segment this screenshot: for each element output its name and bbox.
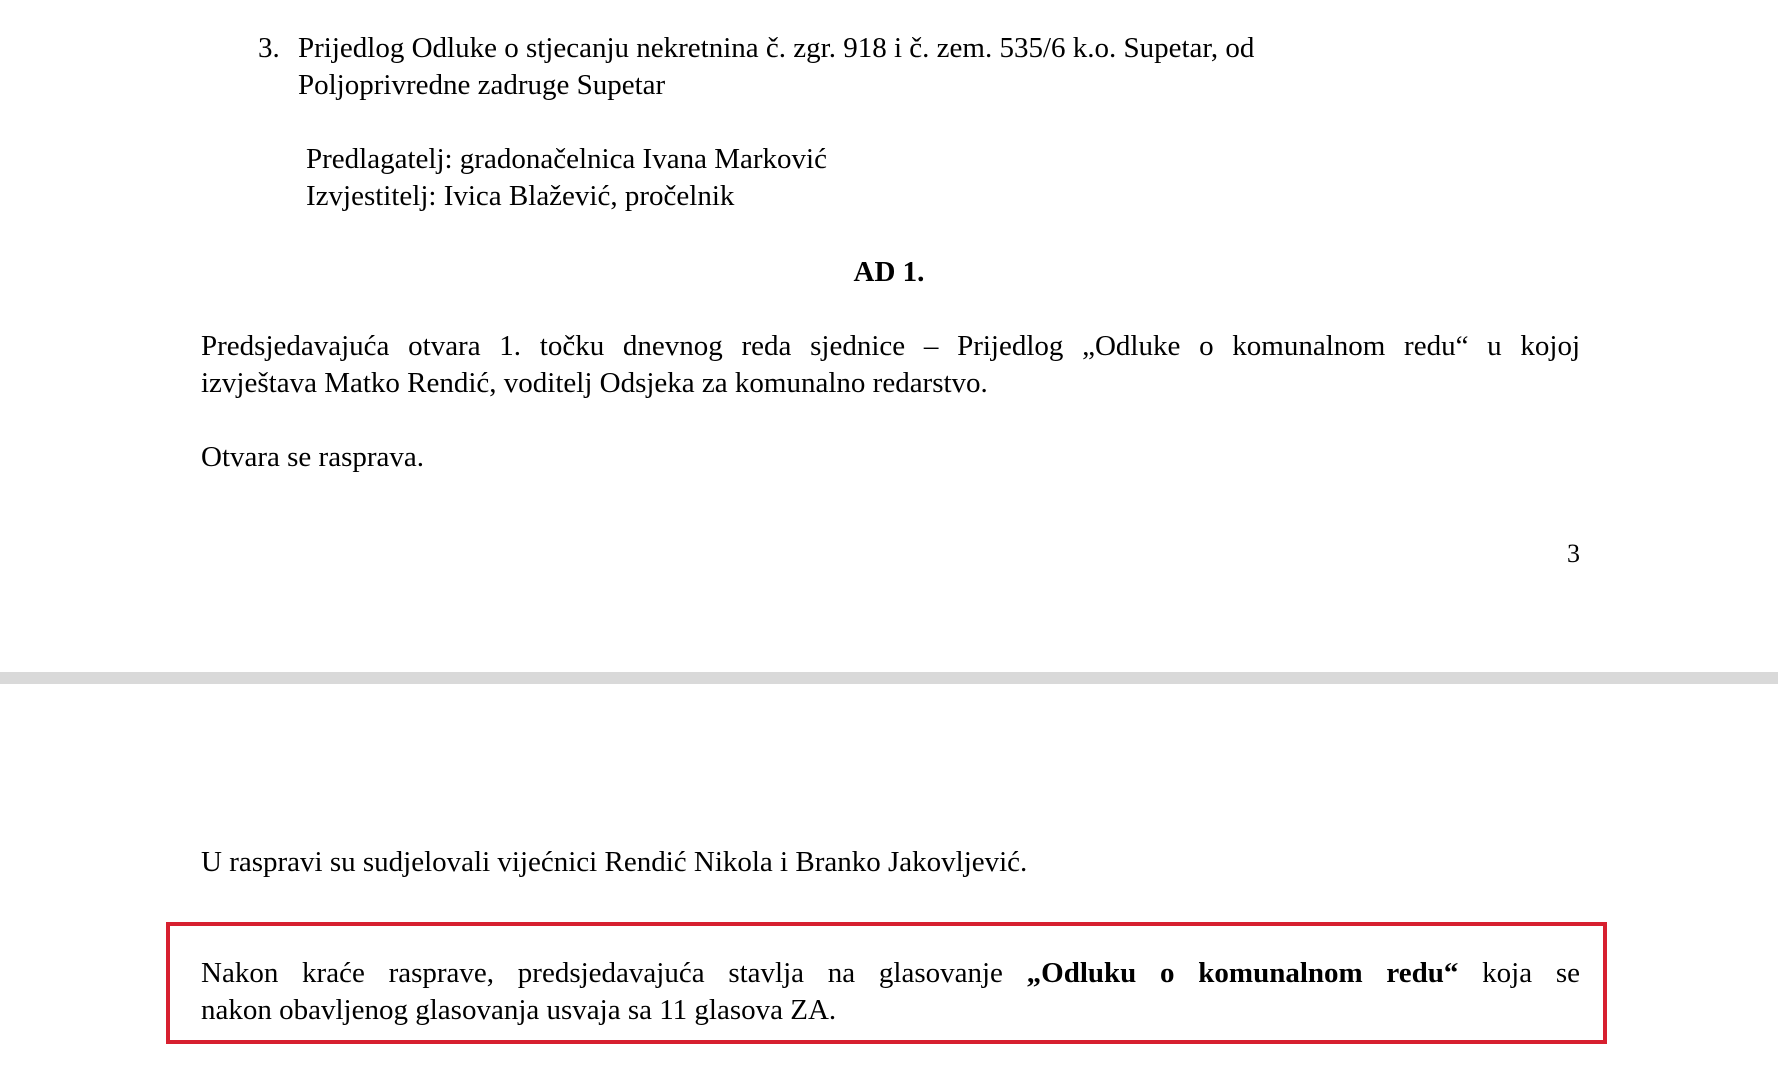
vote-text-start: Nakon kraće rasprave, predsjedavajuća stavlja na glasovanje — [201, 957, 1027, 989]
decision-title-bold: „Odluku o komunalnom redu“ — [1026, 957, 1459, 989]
paragraph-discussion-opened: Otvara se rasprava. — [201, 441, 425, 473]
paragraph-opening-line1: Predsjedavajuća otvara 1. točku dnevnog reda sjednice – Prijedlog „Odluke o komunalnom redu“ u kojoj — [201, 330, 1580, 362]
page-number: 3 — [1567, 539, 1580, 568]
paragraph-participants: U raspravi su sudjelovali vijećnici Rendić Nikola i Branko Jakovljević. — [201, 846, 1028, 878]
paragraph-vote-line1 — [201, 955, 1580, 992]
paragraph-opening-line2: izvještava Matko Rendić, voditelj Odsjeka za komunalno redarstvo. — [201, 367, 988, 399]
agenda-item-title-line1: Prijedlog Odluke o stjecanju nekretnina č. zgr. 918 i č. zem. 535/6 k.o. Supetar, od — [298, 32, 1255, 64]
reporter-line: Izvjestitelj: Ivica Blažević, pročelnik — [306, 180, 735, 212]
vote-text-end: koja se — [1458, 957, 1580, 989]
paragraph-vote-line2: nakon obavljenog glasovanja usvaja sa 11 glasova ZA. — [201, 994, 837, 1026]
agenda-item-number: 3. — [258, 32, 280, 64]
section-heading: AD 1. — [853, 256, 925, 288]
agenda-item-title-line2: Poljoprivredne zadruge Supetar — [298, 69, 666, 101]
proposer-line: Predlagatelj: gradonačelnica Ivana Marković — [306, 143, 827, 175]
page-separator — [0, 672, 1778, 684]
